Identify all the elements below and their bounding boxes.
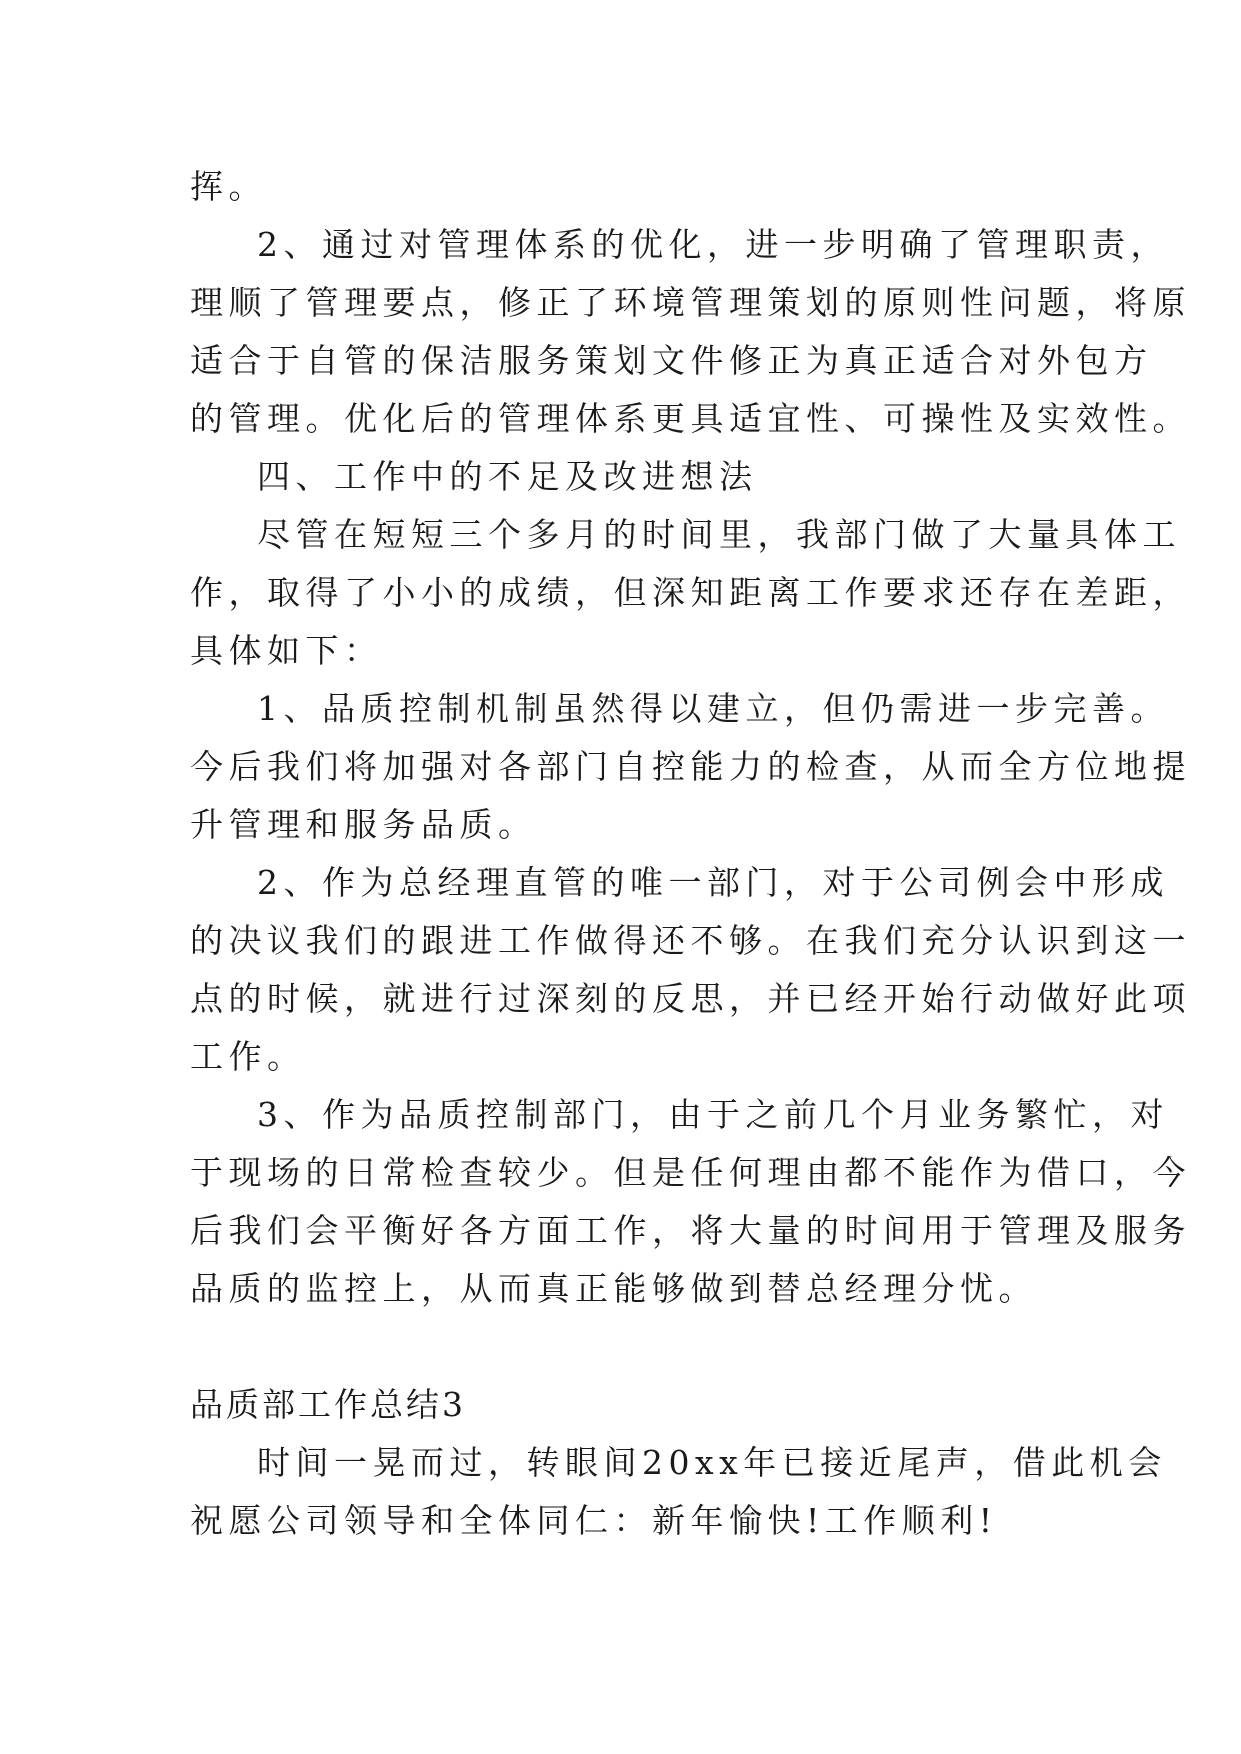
text-line: 2、通过对管理体系的优化，进一步明确了管理职责， <box>257 225 1169 264</box>
text-line: 祝愿公司领导和全体同仁：新年愉快!工作顺利! <box>190 1501 998 1540</box>
section-heading: 四、工作中的不足及改进想法 <box>257 457 758 496</box>
text-line: 1、品质控制机制虽然得以建立，但仍需进一步完善。 <box>257 689 1169 728</box>
text-line: 3、作为品质控制部门，由于之前几个月业务繁忙，对 <box>257 1095 1169 1134</box>
text-line: 挥。 <box>190 167 267 206</box>
text-line: 作，取得了小小的成绩，但深知距离工作要求还存在差距， <box>190 573 1191 612</box>
text-line: 升管理和服务品质。 <box>190 805 537 844</box>
text-line: 品质的监控上，从而真正能够做到替总经理分忧。 <box>190 1269 1037 1308</box>
text-line: 后我们会平衡好各方面工作，将大量的时间用于管理及服务 <box>190 1211 1191 1250</box>
text-line: 时间一晃而过，转眼间20xx年已接近尾声，借此机会 <box>257 1443 1167 1482</box>
text-line: 适合于自管的保洁服务策划文件修正为真正适合对外包方 <box>190 341 1153 380</box>
text-line: 的管理。优化后的管理体系更具适宜性、可操性及实效性。 <box>190 399 1191 438</box>
text-line: 工作。 <box>190 1037 306 1076</box>
text-line: 2、作为总经理直管的唯一部门，对于公司例会中形成 <box>257 863 1169 902</box>
text-line: 具体如下： <box>190 631 383 670</box>
text-line: 理顺了管理要点，修正了环境管理策划的原则性问题，将原 <box>190 283 1191 322</box>
text-line: 的决议我们的跟进工作做得还不够。在我们充分认识到这一 <box>190 921 1191 960</box>
text-line: 今后我们将加强对各部门自控能力的检查，从而全方位地提 <box>190 747 1191 786</box>
text-line: 点的时候，就进行过深刻的反思，并已经开始行动做好此项 <box>190 979 1191 1018</box>
text-line: 尽管在短短三个多月的时间里，我部门做了大量具体工 <box>257 515 1181 554</box>
document-title: 品质部工作总结3 <box>190 1385 466 1424</box>
text-line: 于现场的日常检查较少。但是任何理由都不能作为借口，今 <box>190 1153 1191 1192</box>
